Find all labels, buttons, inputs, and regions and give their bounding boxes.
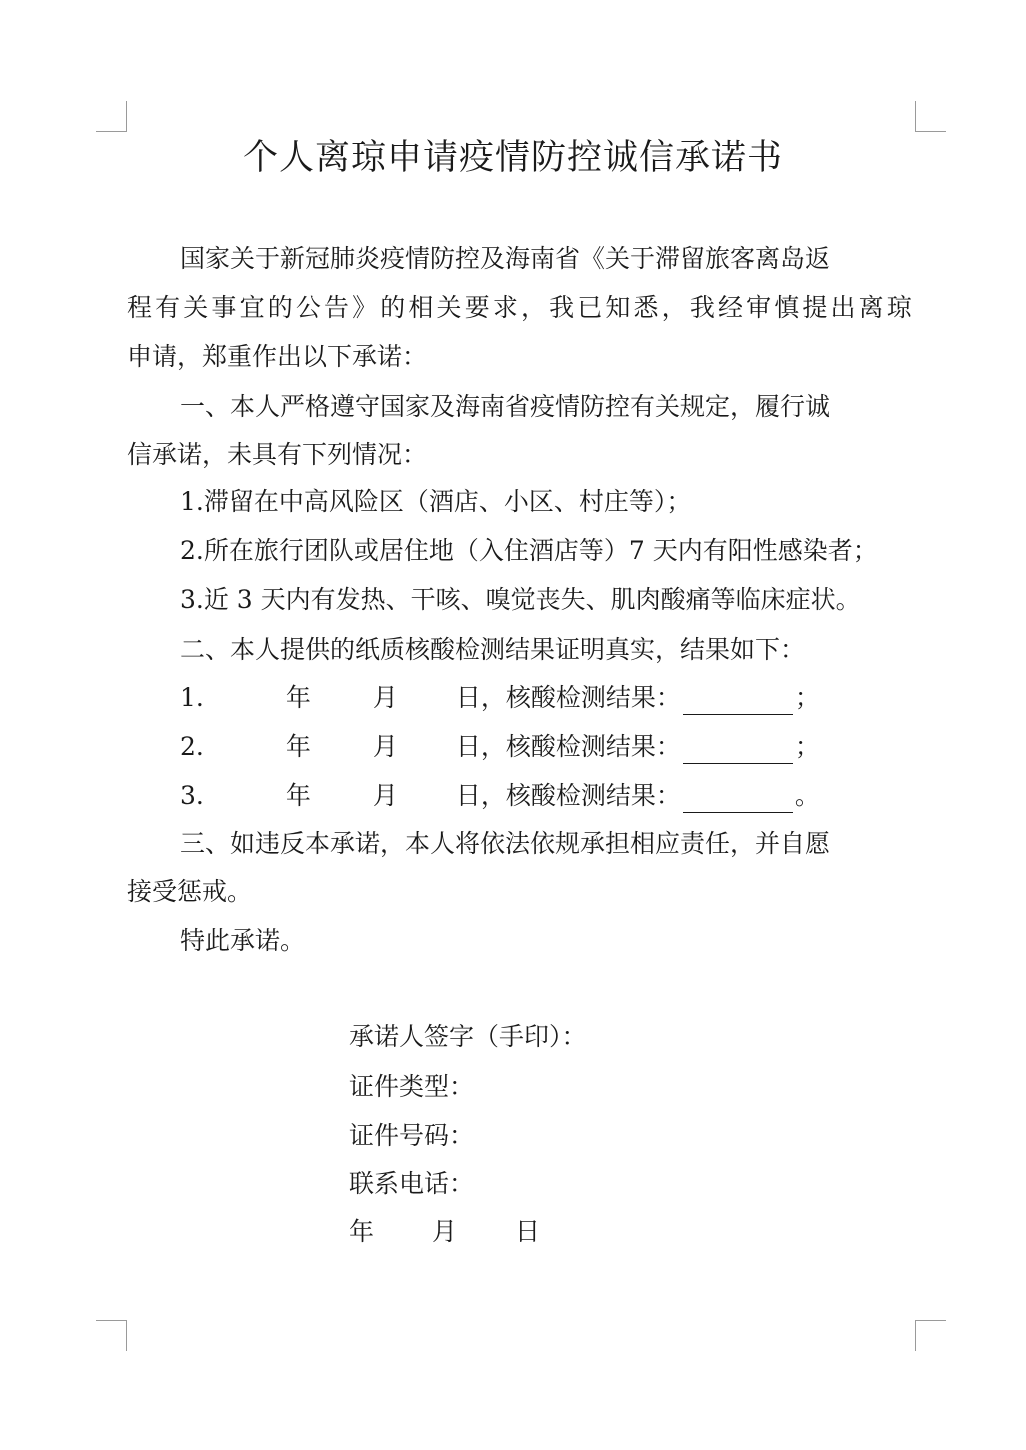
section1-line-1: 一、本人严格遵守国家及海南省疫情防控有关规定，履行诚 [180, 392, 831, 421]
condition-item-2: 2.所在旅行团队或居住地（入住酒店等）7 天内有阳性感染者； [180, 536, 878, 565]
date-year-label: 年 [349, 1217, 375, 1246]
test-year-label: 年 [285, 732, 311, 761]
crop-mark-bottom-left [96, 1320, 127, 1351]
test-month-label: 月 [372, 781, 398, 810]
section1-line-2: 信承诺，未具有下列情况： [127, 440, 428, 469]
test-day-label: 日，核酸检测结果： [455, 732, 681, 761]
test-month-label: 月 [372, 732, 398, 761]
document-title: 个人离琼申请疫情防控诚信承诺书 [242, 138, 783, 178]
test-result-row-2 [180, 730, 820, 764]
closing-statement: 特此承诺。 [180, 926, 306, 955]
section3-line-1: 三、如违反本承诺，本人将依法依规承担相应责任，并自愿 [180, 829, 831, 858]
crop-mark-bottom-right [915, 1320, 946, 1351]
test-result-blank[interactable] [683, 737, 793, 764]
test-month-label: 月 [372, 683, 398, 712]
test-year-label: 年 [285, 683, 311, 712]
test-number: 2. [180, 732, 204, 761]
test-line-end: ； [794, 683, 820, 712]
test-result-row-1 [180, 681, 820, 715]
phone-label: 联系电话： [349, 1169, 475, 1198]
id-type-label: 证件类型： [349, 1072, 475, 1101]
signer-label: 承诺人签字（手印）： [349, 1022, 587, 1051]
section3-line-2: 接受惩戒。 [127, 877, 253, 906]
test-number: 3. [180, 781, 204, 810]
intro-line-1: 国家关于新冠肺炎疫情防控及海南省《关于滞留旅客离岛返 [180, 244, 831, 273]
condition-item-3: 3.近 3 天内有发热、干咳、嗅觉丧失、肌肉酸痛等临床症状。 [180, 585, 861, 614]
test-day-label: 日，核酸检测结果： [455, 683, 681, 712]
test-result-row-3 [180, 779, 820, 813]
date-month-label: 月 [432, 1217, 458, 1246]
test-day-label: 日，核酸检测结果： [455, 781, 681, 810]
crop-mark-top-left [96, 101, 127, 132]
test-number: 1. [180, 683, 204, 712]
signature-date [349, 1215, 540, 1249]
section2-heading: 二、本人提供的纸质核酸检测结果证明真实，结果如下： [180, 635, 806, 664]
intro-line-2: 程 有 关 事 宜 的 公 告 》 的 相 关 要 求 ， 我 已 知 悉 ， 我 经 审 慎 提 出 离 琼 [127, 293, 912, 322]
intro-line-3: 申请，郑重作出以下承诺： [127, 342, 428, 371]
test-year-label: 年 [285, 781, 311, 810]
test-line-end: 。 [794, 781, 820, 810]
test-line-end: ； [794, 732, 820, 761]
test-result-blank[interactable] [683, 688, 793, 715]
id-number-label: 证件号码： [349, 1121, 475, 1150]
condition-item-1: 1.滞留在中高风险区（酒店、小区、村庄等）； [180, 487, 692, 516]
date-day-label: 日 [515, 1217, 541, 1246]
test-result-blank[interactable] [683, 786, 793, 813]
crop-mark-top-right [915, 101, 946, 132]
